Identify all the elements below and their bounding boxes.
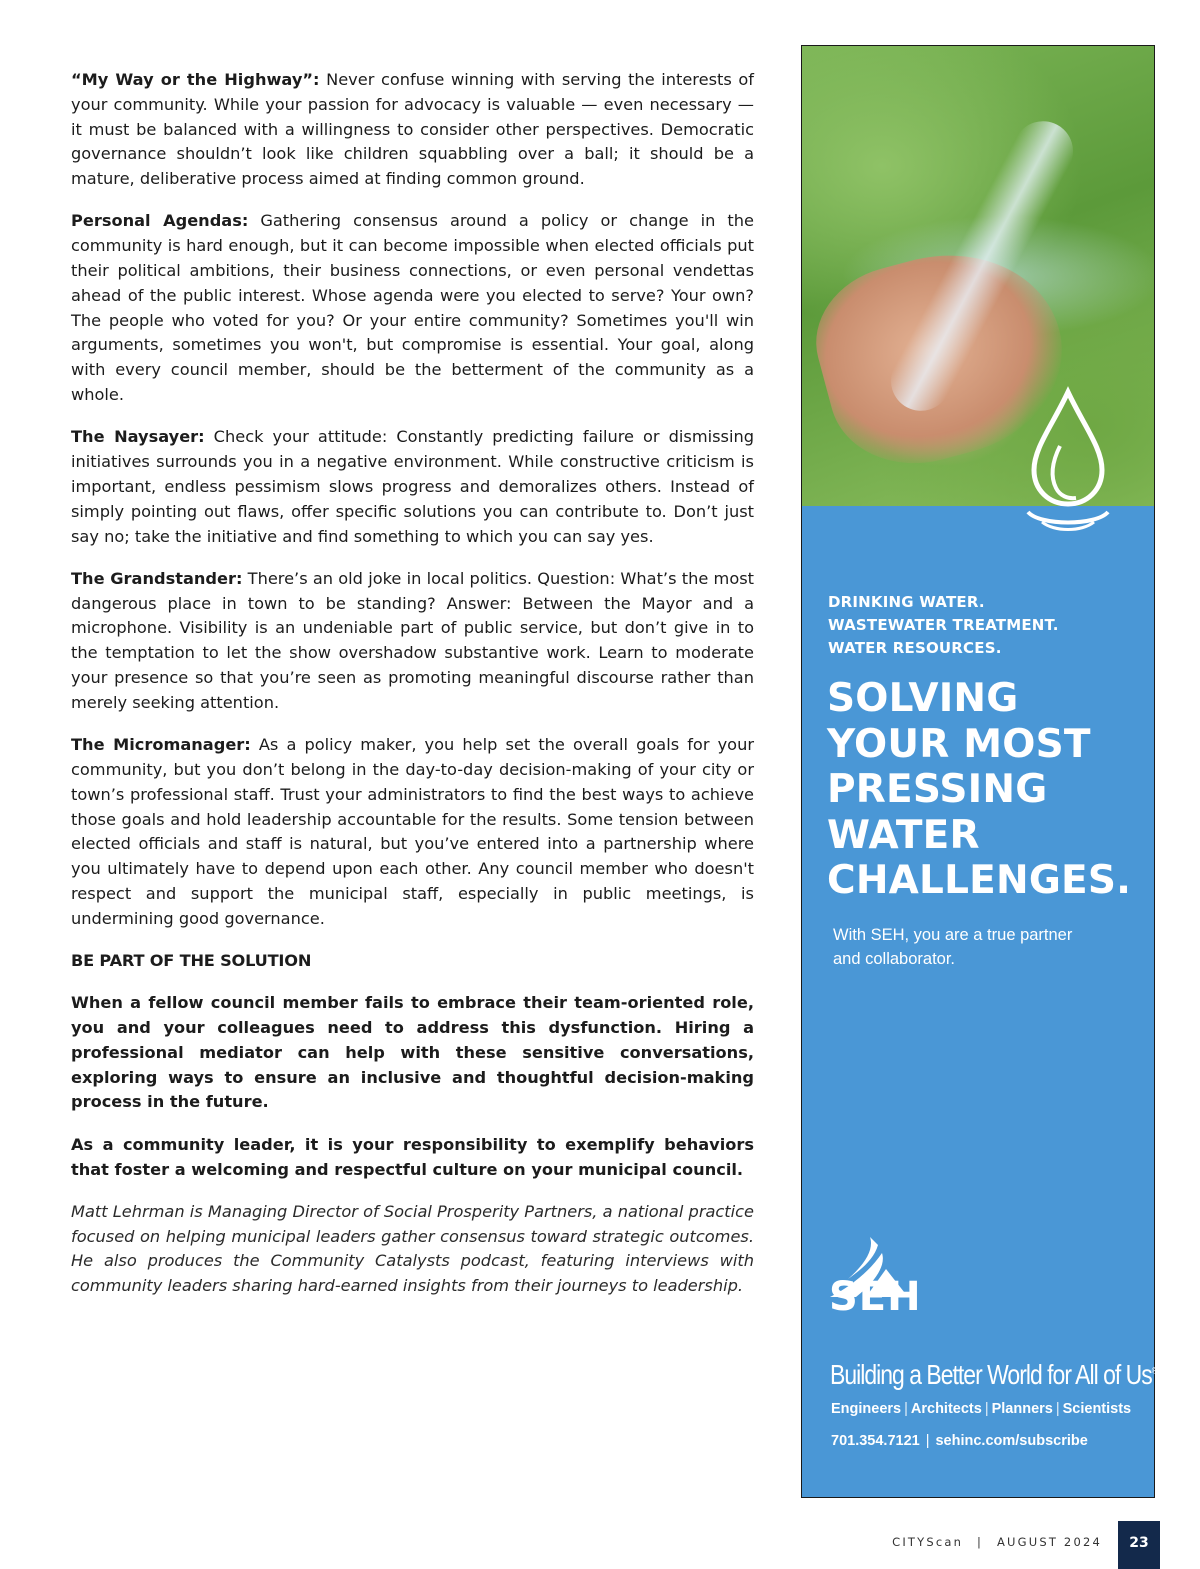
tagline-line: WATER RESOURCES. (828, 639, 1002, 657)
ad-tagline (828, 591, 1059, 660)
paragraph-text: As a policy maker, you help set the overall goals for your community, but you don’t belong in the day-to-day decision-making of your city or town’s professional staff. Trust your administrators to find the best ways to achieve those goals and hold leadership accountable for the results. Some tension between elected officials and staff is natural, but you’ve entered into a partnership where you ultimately have to depend upon each other. Any council member who doesn't respect and support the municipal staff, especially in public meetings, is undermining good governance. (71, 735, 754, 928)
separator-icon: | (904, 1401, 908, 1417)
headline-line: YOUR MOST (827, 721, 1091, 767)
seh-contact (831, 1433, 1088, 1449)
slogan-text: Building a Better World for All of Us (830, 1359, 1152, 1390)
page-number: 23 (1118, 1521, 1160, 1569)
paragraph-grandstander (71, 567, 754, 716)
subtext-line: and collaborator. (833, 950, 956, 968)
separator-icon: | (984, 1401, 989, 1417)
seh-phone[interactable]: 701.354.7121 (831, 1433, 920, 1449)
paragraph-text: There’s an old joke in local politics. Question: What’s the most dangerous place in town to be standing? Answer: Between the Mayor and a microphone. Visibility is an undeniable part of public service, but don’t give in to the temptation to let the show overshadow substantive work. Learn to moderate your presence so that you’re seen as promoting meaningful discourse rather than merely seeking attention. (71, 568, 754, 712)
discipline-engineers: Engineers (831, 1401, 902, 1417)
section-heading: BE PART OF THE SOLUTION (71, 951, 312, 970)
bold-paragraph-community-leader: As a community leader, it is your responsibility to exemplify behaviors that foster a welcoming and respectful culture on your municipal council. (71, 1134, 754, 1179)
separator-icon: | (925, 1433, 930, 1449)
registered-mark-icon: ® (1151, 1365, 1157, 1376)
issue-date: AUGUST 2024 (996, 1535, 1102, 1549)
discipline-planners: Planners (991, 1401, 1053, 1417)
paragraph-personal-agendas (71, 209, 754, 407)
paragraph-naysayer (71, 425, 754, 549)
paragraph-text: Never confuse winning with serving the interests of your community. While your passion for advocacy is valuable — even necessary — it must be balanced with a willingness to consider other perspectives. Democratic governance shouldn’t look like children squabbling over a ball; it should be a mature, deliberative process aimed at finding common ground. (71, 70, 754, 189)
paragraph-lead: The Micromanager: (71, 735, 251, 755)
water-drop-icon (1022, 386, 1114, 536)
paragraph-lead: The Grandstander: (71, 568, 243, 588)
url-prefix: sehinc.com/ (935, 1433, 1020, 1449)
url-path: subscribe (1019, 1433, 1088, 1449)
seh-url[interactable] (935, 1433, 1087, 1449)
headline-line: WATER (827, 812, 980, 858)
seh-disciplines (831, 1401, 1131, 1417)
paragraph-lead: Personal Agendas: (71, 211, 249, 231)
bold-paragraph-dysfunction: When a fellow council member fails to embrace their team-oriented role, you and your colleagues need to address this dysfunction. Hiring a professional mediator can help with these sensitive conversations, exploring ways to ensure an inclusive and thoughtful decision-making process in the future. (71, 993, 754, 1112)
tagline-line: WASTEWATER TREATMENT. (828, 616, 1059, 634)
author-bio: Matt Lehrman is Managing Director of Social Prosperity Partners, a national practice focused on helping municipal leaders gather consensus toward strategic outcomes. He also produces the Community Catalysts podcast, featuring interviews with community leaders sharing hard-earned insights from their journeys to leadership. (71, 1201, 754, 1296)
subtext-line: With SEH, you are a true partner (833, 926, 1073, 944)
paragraph-micromanager (71, 733, 754, 931)
seh-slogan (830, 1359, 1156, 1391)
paragraph-text: Gathering consensus around a policy or change in the community is hard enough, but it can become impossible when elected officials put their political ambitions, their business connections, or even personal vendettas ahead of the public interest. Whose agenda were you elected to serve? Your own? The people who voted for you? Or your entire community? Sometimes you'll win arguments, sometimes you won't, but compromise is essential. Your goal, along with every council member, should be the betterment of the community as a whole. (71, 211, 755, 405)
article-body (71, 68, 754, 1317)
page-footer (892, 1535, 1102, 1549)
ad-headline (827, 676, 1157, 904)
publication-name: CITYScan (892, 1535, 964, 1549)
discipline-scientists: Scientists (1062, 1401, 1132, 1417)
separator-icon: | (1055, 1401, 1060, 1417)
headline-line: CHALLENGES. (827, 858, 1132, 903)
ad-subtext (833, 923, 1113, 971)
paragraph-lead: “My Way or the Highway”: (71, 70, 320, 89)
seh-advertisement[interactable] (801, 45, 1155, 1498)
paragraph-my-way (71, 68, 754, 192)
headline-line: SOLVING (827, 676, 1019, 721)
footer-separator: | (977, 1535, 984, 1549)
headline-line: PRESSING (827, 767, 1048, 812)
paragraph-text: Check your attitude: Constantly predicting failure or dismissing initiatives surrounds you in a negative environment. While constructive criticism is important, endless pessimism slows progress and demoralizes others. Instead of simply pointing out flaws, offer specific solutions you can contribute to. Don’t just say no; take the initiative and find something to which you can say yes. (71, 427, 754, 546)
discipline-architects: Architects (910, 1401, 982, 1417)
seh-wordmark: SEH (829, 1274, 922, 1320)
paragraph-lead: The Naysayer: (71, 427, 205, 447)
tagline-line: DRINKING WATER. (828, 593, 985, 611)
